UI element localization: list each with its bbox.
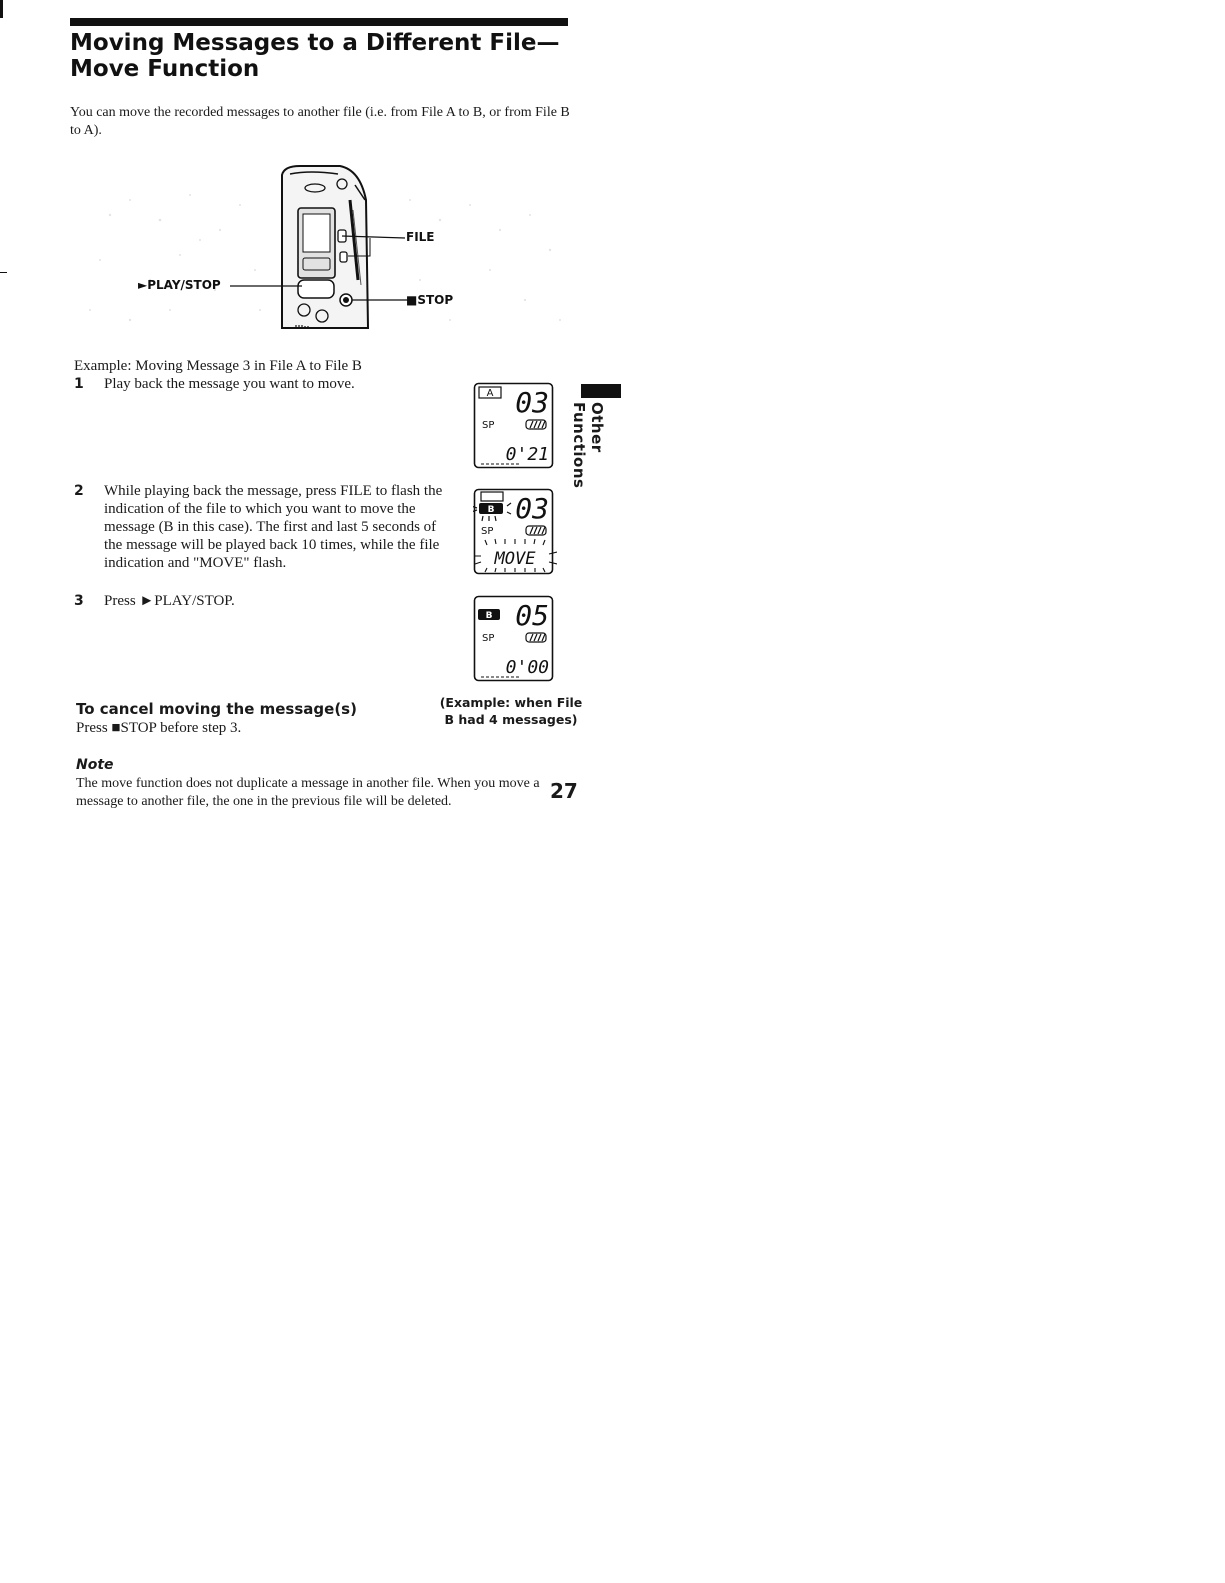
cancel-text: Press ■STOP before step 3. <box>76 720 242 736</box>
play-triangle-icon: ► <box>139 593 155 609</box>
page-title <box>70 30 590 82</box>
battery-icon <box>526 526 546 535</box>
mode-indicator: SP <box>481 526 494 537</box>
example-heading: Example: Moving Message 3 in File A to File B <box>74 358 362 374</box>
section-tab-marker <box>581 384 621 398</box>
title-rule <box>70 18 568 26</box>
scan-edge-mark <box>0 0 3 18</box>
move-readout: MOVE <box>494 549 536 569</box>
note-heading: Note <box>76 757 114 773</box>
stop-button-label: ■STOP <box>406 293 454 307</box>
message-number: 03 <box>515 492 549 525</box>
file-letter: A <box>486 388 494 399</box>
note-text: The move function does not duplicate a message in another file. When you move a message to another file, the one in the previous file will be deleted. <box>76 776 540 809</box>
step-text: While playing back the message, press FILE to flash the indication of the file to which you want to move the message (B in this case). The first and last 5 seconds of the message will be played back 10 times, while the file indication and "MOVE" flash. <box>104 483 443 571</box>
play-triangle-icon: ► <box>138 278 148 292</box>
message-number: 05 <box>515 599 549 632</box>
step-2 <box>74 482 454 572</box>
scan-edge-tick <box>0 272 7 273</box>
intro-paragraph: You can move the recorded messages to another file (i.e. from File A to B, or from File B to A). <box>70 105 570 138</box>
page-title-line-2: Move Function <box>70 56 260 82</box>
recorder-illustration <box>70 160 570 335</box>
file-letter: B <box>485 611 493 621</box>
section-tab-label: Other Functions <box>570 402 606 489</box>
display-caption: (Example: when File B had 4 messages) <box>439 695 583 727</box>
stop-square-icon: ■ <box>111 720 121 736</box>
cancel-heading: To cancel moving the message(s) <box>76 700 357 718</box>
step-text: Press ►PLAY/STOP. <box>104 593 235 609</box>
step-3 <box>74 592 464 610</box>
battery-icon <box>526 633 546 642</box>
lcd-display-1 <box>473 382 557 472</box>
mode-indicator: SP <box>482 633 495 644</box>
lcd-display-2 <box>473 488 557 578</box>
page-number: 27 <box>550 779 578 803</box>
step-number: 1 <box>74 376 84 392</box>
file-button-label: FILE <box>406 230 435 244</box>
page-title-line-1: Moving Messages to a Different File— <box>70 30 560 56</box>
file-letter: B <box>487 505 495 515</box>
step-number: 2 <box>74 483 84 499</box>
step-text: Play back the message you want to move. <box>104 376 355 392</box>
recorder-drawing <box>70 160 570 335</box>
stop-square-icon: ■ <box>406 293 418 307</box>
mode-indicator: SP <box>482 420 495 431</box>
play-stop-button-label: ►PLAY/STOP <box>138 278 221 292</box>
lcd-display-3 <box>473 595 557 685</box>
time-readout: 0'00 <box>505 657 549 678</box>
battery-icon <box>526 420 546 429</box>
step-number: 3 <box>74 593 84 609</box>
step-1 <box>74 375 464 393</box>
message-number: 03 <box>515 386 549 419</box>
time-readout: 0'21 <box>505 444 549 465</box>
